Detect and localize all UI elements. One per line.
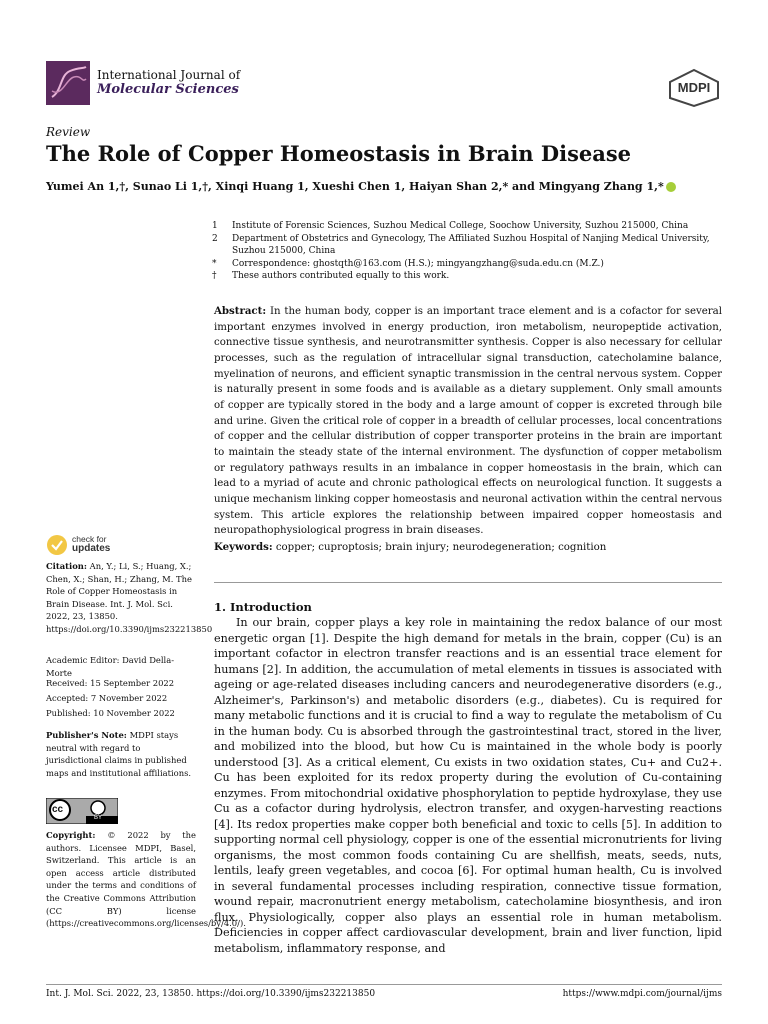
correspondence <box>212 258 724 271</box>
check-updates-icon <box>46 534 68 556</box>
cc-label: cc <box>52 804 64 815</box>
affiliation-text: Institute of Forensic Sciences, Suzhou Medical College, Soochow University, Suzhou 215000, China <box>232 221 689 231</box>
check-updates-line1: check for <box>72 534 107 544</box>
article-title: The Role of Copper Homeostasis in Brain Disease <box>46 141 632 166</box>
received-date: Received: 15 September 2022 <box>46 678 175 688</box>
affiliation-mark: * <box>212 258 217 269</box>
publishers-note <box>46 729 196 779</box>
check-for-updates-badge[interactable] <box>46 534 156 556</box>
author-list-text: Yumei An 1,†, Sunao Li 1,†, Xinqi Huang 1, Xueshi Chen 1, Haiyan Shan 2,* and Mingyang Zhang 1,* <box>46 180 664 193</box>
citation-text: An, Y.; Li, S.; Huang, X.; Chen, X.; Shan, H.; Zhang, M. The Role of Copper Homeostasis in Brain Disease. Int. J. Mol. Sci. 2022, 23, 13850. https://doi.org/10.3390/ijms232213850 <box>46 561 213 634</box>
affiliation-2 <box>212 233 724 258</box>
copyright-text: © 2022 by the authors. Licensee MDPI, Basel, Switzerland. This article is an open access article distributed under the terms and conditions of the Creative Commons Attribution (CC BY) license (https://creativecommons.org/licenses/by/4.0/). <box>46 830 246 929</box>
affiliation-text: These authors contributed equally to this work. <box>232 271 450 281</box>
keywords-text: copper; cuproptosis; brain injury; neurodegeneration; cognition <box>275 542 607 553</box>
journal-name-line1: International Journal of <box>97 68 241 82</box>
check-updates-line2: updates <box>72 543 111 554</box>
keywords <box>214 540 722 555</box>
academic-editor: Academic Editor: David Della-Morte <box>46 655 175 678</box>
mdpi-logo <box>666 68 722 108</box>
journal-logo <box>46 61 90 105</box>
abstract-text: In the human body, copper is an important trace element and is a cofactor for several important enzymes involved in energy production, iron metabolism, neuropeptide activation, connective tissue synthesis, and neurotransmitter synthesis. Copper is also necessary for cellular processes, such as the regulation of intracellular signal transduction, catecholamine balance, myelination of neurons, and efficient synaptic transmission in the central nervous system. Copper is naturally present in some foods and is available as a dietary supplement. Only small amounts of copper are typically stored in the body and a large amount of copper is excreted through bile and urine. Given the critical role of copper in a breadth of cellular processes, local concentrations of copper and the cellular distribution of copper transporter proteins in the brain are important to maintain the steady state of the internal environment. The dysfunction of copper metabolism or regulatory pathways results in an imbalance in copper homeostasis in the brain, which can lead to a myriad of acute and chronic pathological effects on neurological function. It suggests a unique mechanism linking copper homeostasis and neuronal activation within the central nervous system. This article explores the relationship between impaired copper homeostasis and neuropathophysiological progress in brain diseases. <box>214 306 723 537</box>
affiliation-mark: † <box>212 271 217 281</box>
abstract-label: Abstract: <box>214 305 267 317</box>
affiliation-mark: 1 <box>212 221 218 231</box>
publishers-note-label: Publisher's Note: <box>46 730 127 740</box>
citation <box>46 560 213 636</box>
journal-name-line2: Molecular Sciences <box>97 82 239 97</box>
cc-by-label: BY <box>94 815 103 821</box>
affiliation-1 <box>212 220 724 233</box>
affiliation-text: Correspondence: ghostqth@163.com (H.S.); mingyangzhang@suda.edu.cn (M.Z.) <box>232 258 604 269</box>
copyright <box>46 829 246 930</box>
footer-divider <box>46 984 722 985</box>
publishers-note-text: MDPI stays neutral with regard to jurisdictional claims in published maps and institutional affiliations. <box>46 730 192 778</box>
abstract <box>214 304 722 539</box>
affiliation-mark: 2 <box>212 233 218 244</box>
equal-contribution-note <box>212 270 724 283</box>
affiliations <box>212 220 724 283</box>
cc-by-license-badge[interactable] <box>46 798 118 824</box>
section-heading-introduction: 1. Introduction <box>214 600 312 614</box>
divider <box>214 582 722 583</box>
article-type: Review <box>46 125 91 139</box>
footer-citation: Int. J. Mol. Sci. 2022, 23, 13850. https://doi.org/10.3390/ijms232213850 <box>46 989 376 999</box>
orcid-icon[interactable] <box>666 182 676 192</box>
footer-journal-url[interactable]: https://www.mdpi.com/journal/ijms <box>562 989 722 999</box>
author-list <box>46 180 726 194</box>
citation-label: Citation: <box>46 561 87 571</box>
affiliation-text: Department of Obstetrics and Gynecology, The Affiliated Suzhou Hospital of Nanjing Medical University, Suzhou 215000, China <box>232 233 710 256</box>
publisher-name: MDPI <box>677 80 711 95</box>
introduction-body <box>214 615 722 956</box>
copyright-label: Copyright: <box>46 830 96 840</box>
published-date: Published: 10 November 2022 <box>46 708 175 718</box>
keywords-label: Keywords: <box>214 541 273 553</box>
introduction-paragraph: In our brain, copper plays a key role in maintaining the redox balance of our most energetic organ [1]. Despite the high demand for metals in the brain, copper (Cu) is an important cofactor in electron transfer reactions and is an essential trace element for humans [2]. In addition, the accumulation of metal elements in tissues is associated with ageing or age-related diseases including cancers and neurodegenerative disorders (e.g., Alzheimer's, Parkinson's) and metabolic disorders (e.g., diabetes). Cu is required for many metabolic functions and it is crucial to find a way to regulate the metabolism of Cu in the human body. Cu is absorbed through the gastrointestinal tract, stored in the liver, and mobilized into the blood, but how Cu is maintained in the whole body is poorly understood [3]. As a critical element, Cu exists in two oxidation states, Cu+ and Cu2+. Cu has been exploited for its redox property during the evolution of Cu-containing enzymes. From mitochondrial oxidative phosphorylation to peptide hydroxylase, they use Cu as a cofactor during hydrolysis, electron transfer, and oxygen-harvesting reactions [4]. Its redox properties make copper both beneficial and toxic to cells [5]. In addition to supporting normal cell physiology, copper is one of the essential micronutrients for living organisms, the most common foods containing Cu are shellfish, meats, seeds, nuts, lentils, leafy green vegetables, and cocoa [6]. For optimal human health, Cu is involved in several fundamental processes including respiration, connective tissue formation, wound repair, macronutrient energy metabolism, catecholamine biosynthesis, and iron flux. Physiologically, copper also plays an essential role in human metabolism. Deficiencies in copper affect cardiovascular development, brain and liver function, lipid metabolism, inflammatory response, and <box>214 616 722 955</box>
accepted-date: Accepted: 7 November 2022 <box>46 693 168 703</box>
